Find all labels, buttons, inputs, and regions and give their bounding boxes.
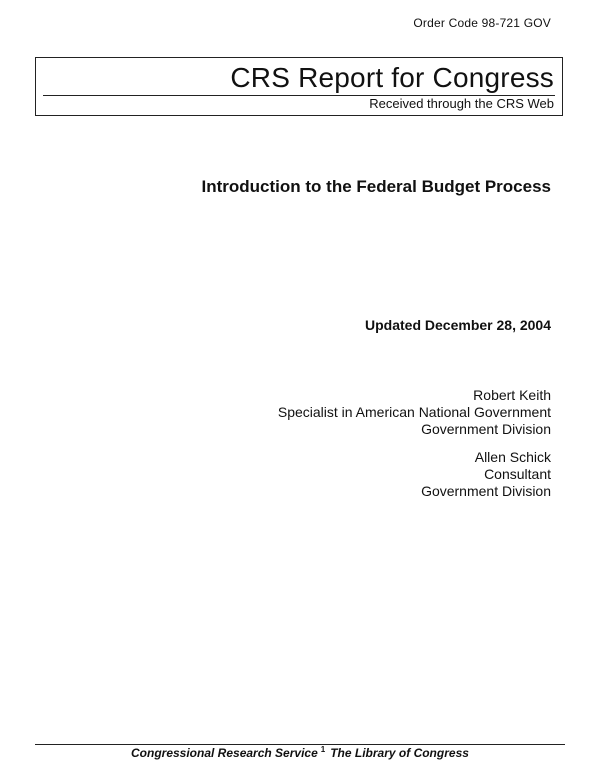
- footer: [131, 745, 469, 760]
- document-title: Introduction to the Federal Budget Process: [201, 177, 551, 196]
- footer-superscript: 1: [320, 745, 326, 754]
- report-subtitle: Received through the CRS Web: [369, 96, 554, 111]
- report-title: CRS Report for Congress: [230, 62, 554, 93]
- author-position: Consultant: [484, 466, 551, 482]
- author-block-keith: [278, 387, 551, 438]
- footer-publisher: Congressional Research Service: [131, 746, 318, 760]
- author-block-schick: [421, 449, 551, 500]
- author-division: Government Division: [421, 421, 551, 437]
- author-name: Allen Schick: [474, 449, 551, 465]
- updated-date: Updated December 28, 2004: [365, 317, 551, 333]
- footer-library: The Library of Congress: [330, 746, 469, 760]
- order-code: Order Code 98-721 GOV: [413, 16, 551, 30]
- author-name: Robert Keith: [473, 387, 551, 403]
- author-position: Specialist in American National Government: [277, 404, 551, 420]
- author-division: Government Division: [421, 483, 551, 499]
- report-header-box: [35, 57, 563, 116]
